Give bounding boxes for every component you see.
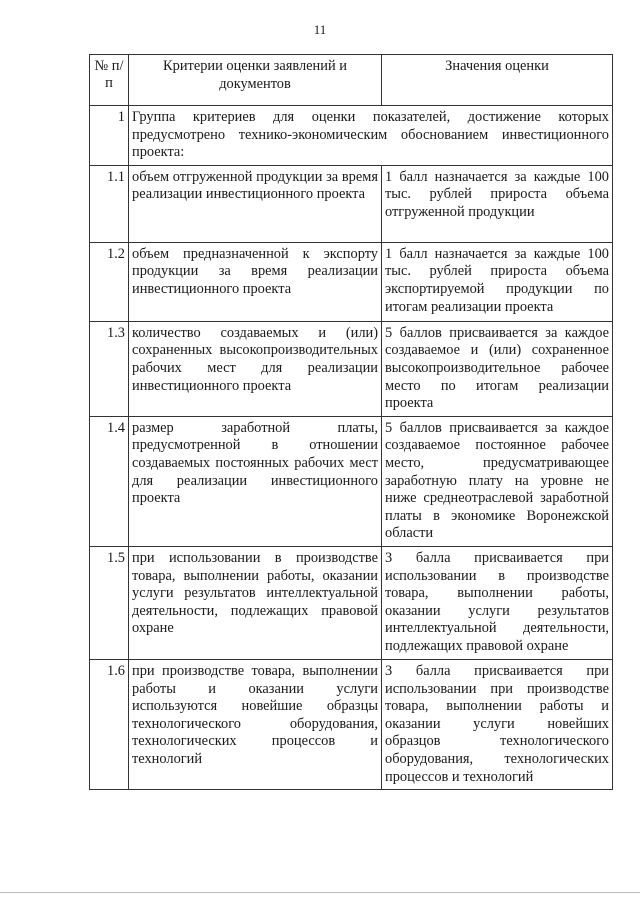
- row-number: 1.4: [90, 416, 129, 546]
- row-value: 1 балл назначается за каждые 100 тыс. рублей прироста объема экспортируемой продукции по итогам реализации проекта: [382, 242, 613, 321]
- table-header-row: [90, 55, 613, 106]
- row-value: 3 балла присваивается при использовании при производстве товара, выполнении работы и оказании услуги новейших образцов технологического оборудования, технологических процессов и технологий: [382, 659, 613, 789]
- row-criteria: при производстве товара, выполнении работы и оказании услуги используются новейшие образцы технологического оборудования, технологических процессов и технологий: [129, 659, 382, 789]
- row-value: 1 балл назначается за каждые 100 тыс. рублей прироста объема отгруженной продукции: [382, 165, 613, 242]
- criteria-table: [89, 54, 613, 790]
- table-row: [90, 165, 613, 242]
- row-number: 1.2: [90, 242, 129, 321]
- header-number: № п/п: [90, 55, 129, 106]
- row-criteria: при использовании в производстве товара, выполнении работы, оказании услуги результатов интеллектуальной деятельности, подлежащих правовой охране: [129, 546, 382, 659]
- group-row: [90, 106, 613, 166]
- row-criteria: размер заработной платы, предусмотренной в отношении создаваемых постоянных рабочих мест для реализации инвестиционного проекта: [129, 416, 382, 546]
- table-row: [90, 546, 613, 659]
- row-number: 1.5: [90, 546, 129, 659]
- table-row: [90, 416, 613, 546]
- header-value: Значения оценки: [382, 55, 613, 106]
- row-criteria: объем отгруженной продукции за время реализации инвестиционного проекта: [129, 165, 382, 242]
- group-number: 1: [90, 106, 129, 166]
- page-number: 11: [313, 22, 327, 37]
- row-value: 5 баллов присваивается за каждое создаваемое постоянное рабочее место, предусматривающее заработную плату на уровне не ниже среднеотраслевой заработной платы в экономике Воронежской области: [382, 416, 613, 546]
- row-value: 3 балла присваивается при использовании в производстве товара, выполнении работы, оказании услуги результатов интеллектуальной деятельности, подлежащих правовой охране: [382, 546, 613, 659]
- row-criteria: объем предназначенной к экспорту продукции за время реализации инвестиционного проекта: [129, 242, 382, 321]
- page-bottom-divider: [0, 892, 640, 893]
- row-number: 1.1: [90, 165, 129, 242]
- row-number: 1.6: [90, 659, 129, 789]
- group-text: Группа критериев для оценки показателей, достижение которых предусмотрено технико-экономическим обоснованием инвестиционного проекта:: [129, 106, 613, 166]
- table-row: [90, 321, 613, 416]
- row-criteria: количество создаваемых и (или) сохраненных высокопроизводительных рабочих мест для реализации инвестиционного проекта: [129, 321, 382, 416]
- table-row: [90, 659, 613, 789]
- row-value: 5 баллов присваивается за каждое создаваемое и (или) сохраненное высокопроизводительное рабочее место по итогам реализации проекта: [382, 321, 613, 416]
- header-criteria: Критерии оценки заявлений и документов: [129, 55, 382, 106]
- table-row: [90, 242, 613, 321]
- row-number: 1.3: [90, 321, 129, 416]
